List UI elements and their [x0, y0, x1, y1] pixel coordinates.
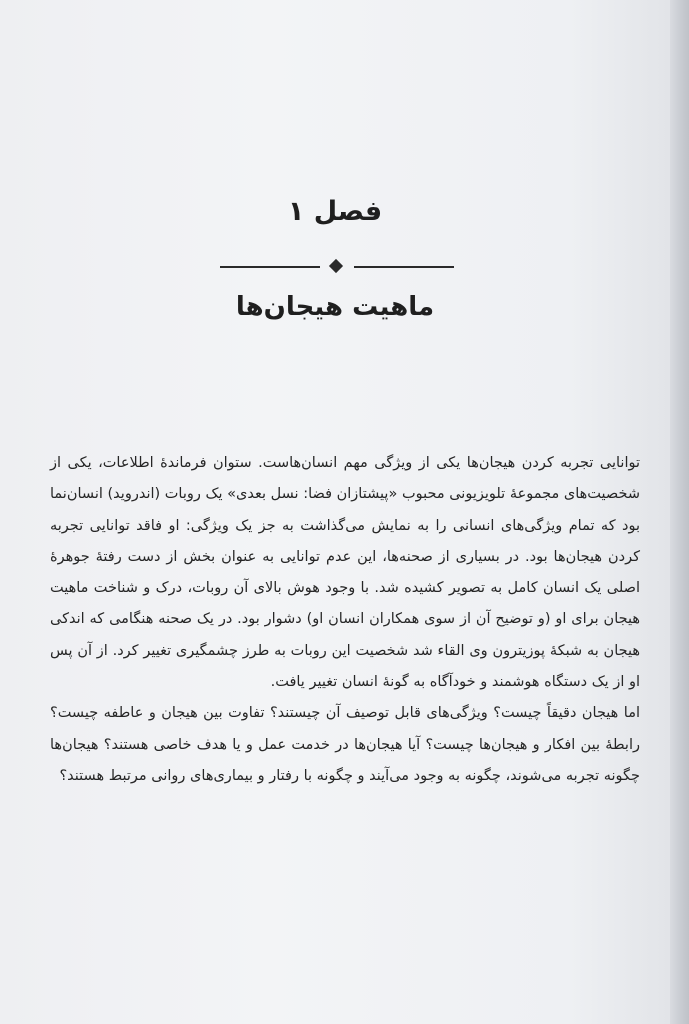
chapter-number: فصل ۱: [287, 196, 383, 227]
ornament-line-left: [220, 266, 320, 268]
diamond-icon: [329, 259, 343, 273]
chapter-body: [50, 448, 640, 792]
book-spine-shadow: [670, 0, 689, 1024]
chapter-ornament: [220, 259, 454, 275]
paragraph-1: توانایی تجربه کردن هیجان‌ها یکی از ویژگی مهم انسان‌هاست. ستوان فرماندهٔ اطلاعات، یکی از شخصیت‌های مجموعهٔ تلویزیونی محبوب «پیشتازان فضا: نسل بعدی» یک روبات (اندروید) انسان‌نما بود که تمام ویژگی‌های انسانی را به نمایش می‌گذاشت به جز یک ویژگی: او فاقد توانایی تجربه کردن هیجان‌ها بود. در بسیاری از صحنه‌ها، این عدم توانایی به عنوان بخش از دست رفتهٔ جوهرهٔ اصلی یک انسان کامل به تصویر کشیده شد. با وجود هوش بالای آن روبات، درک و شناخت ماهیت هیجان برای او (و توضیح آن از سوی همکاران انسان او) دشوار بود. در یک صحنه هنگامی که اندکی هیجان به شبکهٔ پوزیترون وی القاء شد شخصیت این روبات به طرز چشمگیری تغییر کرد. از آن پس او از یک دستگاه هوشمند و خودآگاه به گونهٔ انسان تغییر یافت.: [50, 455, 640, 691]
chapter-title: ماهیت هیجان‌ها: [235, 292, 435, 322]
paragraph-2: اما هیجان دقیقاً چیست؟ ویژگی‌های قابل توصیف آن چیستند؟ تفاوت بین هیجان و عاطفه چیست؟ رابطهٔ بین افکار و هیجان‌ها چیست؟ آیا هیجان‌ها در خدمت عمل و یا هدف خاصی هستند؟ هیجان‌ها چگونه تجربه می‌شوند، چگونه به وجود می‌آیند و چگونه با رفتار و بیماری‌های روانی مرتبط هستند؟: [50, 705, 640, 784]
ornament-line-right: [354, 266, 454, 268]
